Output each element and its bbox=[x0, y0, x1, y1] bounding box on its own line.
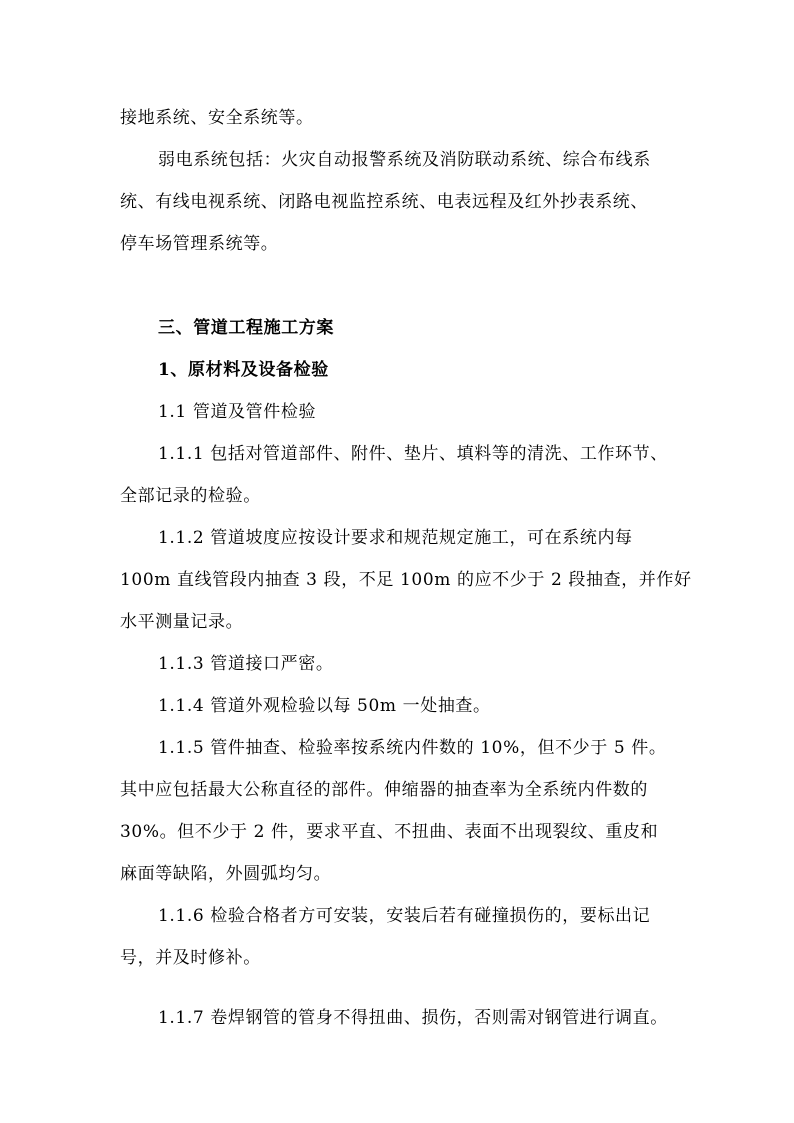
paragraph-line: 统、有线电视系统、闭路电视监控系统、电表远程及红外抄表系统、 bbox=[120, 192, 648, 212]
paragraph-line: 弱电系统包括：火灾自动报警系统及消防联动系统、综合布线系 bbox=[158, 150, 651, 170]
paragraph-line: 停车场管理系统等。 bbox=[120, 234, 279, 254]
paragraph-line: 1.1.1 包括对管道部件、附件、垫片、填料等的清洗、工作环节、 bbox=[158, 444, 668, 464]
paragraph-line: 1.1.4 管道外观检验以每 50m 一处抽查。 bbox=[158, 696, 491, 716]
paragraph-line: 麻面等缺陷，外圆弧均匀。 bbox=[120, 864, 332, 884]
paragraph-line: 其中应包括最大公称直径的部件。伸缩器的抽查率为全系统内件数的 bbox=[120, 780, 648, 800]
subsection-title: 1.1 管道及管件检验 bbox=[158, 402, 317, 422]
subsection-heading: 1、原材料及设备检验 bbox=[158, 360, 329, 380]
paragraph-line: 1.1.7 卷焊钢管的管身不得扭曲、损伤，否则需对钢管进行调直。 bbox=[158, 1008, 668, 1028]
paragraph-line: 30%。但不少于 2 件，要求平直、不扭曲、表面不出现裂纹、重皮和 bbox=[120, 822, 659, 842]
paragraph-line: 1.1.2 管道坡度应按设计要求和规范规定施工，可在系统内每 bbox=[158, 528, 633, 548]
paragraph-line: 1.1.5 管件抽查、检验率按系统内件数的 10%，但不少于 5 件。 bbox=[158, 738, 667, 758]
paragraph-line: 号，并及时修补。 bbox=[120, 948, 261, 968]
paragraph-line: 1.1.3 管道接口严密。 bbox=[158, 654, 334, 674]
paragraph-line: 100m 直线管段内抽查 3 段，不足 100m 的应不少于 2 段抽查，并作好 bbox=[120, 570, 692, 590]
paragraph-line: 全部记录的检验。 bbox=[120, 486, 261, 506]
paragraph-line: 水平测量记录。 bbox=[120, 612, 244, 632]
paragraph-line: 接地系统、安全系统等。 bbox=[120, 108, 314, 128]
section-heading: 三、管道工程施工方案 bbox=[158, 318, 334, 338]
paragraph-line: 1.1.6 检验合格者方可安装，安装后若有碰撞损伤的，要标出记 bbox=[158, 906, 651, 926]
